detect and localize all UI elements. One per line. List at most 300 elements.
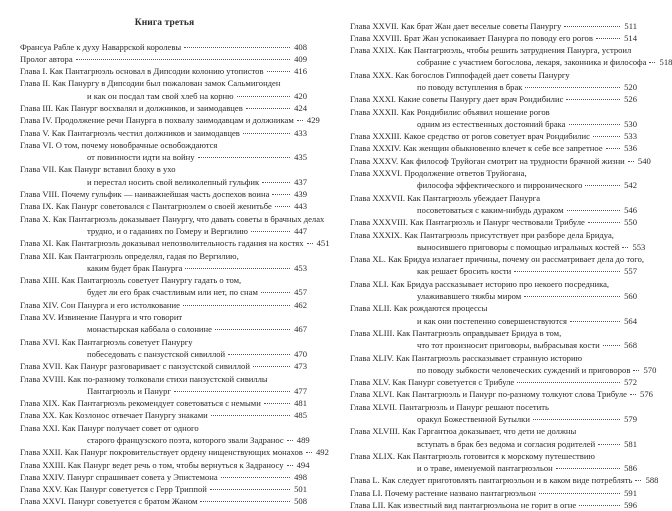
toc-entry-title (350, 388, 637, 400)
page-number: 429 (306, 114, 320, 126)
toc-entry-text: одним из естественных достояний брака (350, 118, 566, 130)
dot-leader (261, 292, 290, 293)
toc-entry-text: и перестал носить свой великолепный гульфик (20, 176, 259, 188)
dot-leader (525, 87, 620, 88)
toc-entry-title (20, 163, 307, 175)
toc-entry (20, 102, 307, 114)
toc-entry-title (350, 69, 637, 81)
toc-entry (20, 336, 307, 361)
toc-entry (20, 237, 307, 249)
toc-entry-text: Глава XLVI. Как Пантагрюэль и Панург по-разному толкуют слова Трибуле (350, 388, 627, 400)
toc-entry-title (350, 474, 637, 486)
toc-entry (20, 274, 307, 299)
page-number: 550 (623, 216, 637, 228)
page-number: 508 (293, 495, 307, 507)
toc-entry-title (350, 327, 637, 339)
page-number: 560 (623, 290, 637, 302)
toc-entry-text: Глава XXI. Как Панург получает совет от одного (20, 422, 199, 434)
toc-entry-text: старого французского поэта, которого звали Задранос (20, 434, 284, 446)
toc-entry-title (20, 53, 307, 65)
toc-entry-continuation (20, 348, 307, 360)
toc-entry-text: Глава XI. Как Пантагрюэль доказывал непозволительность гадания на костях (20, 237, 304, 249)
toc-entry-continuation (350, 241, 637, 253)
toc-entry-title (350, 450, 637, 462)
toc-entry (350, 401, 637, 426)
toc-entry-text: Пролог автора (20, 53, 73, 65)
toc-entry (350, 106, 637, 131)
dot-leader (174, 391, 290, 392)
toc-entry-title (350, 376, 637, 388)
dot-leader (306, 452, 312, 453)
toc-entry-text: Глава IX. Как Панург советовался с Пантагрюэлем о своей женитьбе (20, 200, 272, 212)
dot-leader (517, 382, 620, 383)
page-number: 501 (293, 483, 307, 495)
toc-entry (20, 446, 307, 458)
toc-entry-title (20, 397, 307, 409)
page-number: 424 (293, 102, 307, 114)
dot-leader (275, 206, 290, 207)
page-number: 409 (293, 53, 307, 65)
toc-entry-title (20, 299, 307, 311)
dot-leader (524, 296, 620, 297)
toc-entry (350, 499, 637, 511)
toc-entry-text: каким будет брак Панурга (20, 262, 182, 274)
toc-entry-text: выносившего приговоры с помощью игральных костей (350, 241, 619, 253)
page-number: 511 (623, 20, 637, 32)
toc-entry-continuation (20, 225, 307, 237)
toc-entry-text: Глава XXXIV. Как женщин обыкновенно влечет к себе все запретное (350, 142, 603, 154)
toc-entry-text: и о траве, именуемой пантагрюэльон (350, 462, 553, 474)
toc-entry-text: Глава XXIII. Как Панург ведет речь о том, чтобы вернуться к Задраносу (20, 459, 284, 471)
page-number: 518 (658, 56, 672, 68)
toc-entry-text: Глава XXXI. Какие советы Панургу дает врач Рондибилис (350, 93, 563, 105)
toc-entry-text: и как он посдал там свой хлеб на корню (20, 90, 234, 102)
toc-entry-continuation (20, 176, 307, 188)
toc-entry-title (350, 499, 637, 511)
toc-entry-text: Глава XXX. Как богослов Гиппофадей дает советы Панургу (350, 69, 570, 81)
toc-entry-continuation (350, 118, 637, 130)
dot-leader (287, 440, 293, 441)
page-number: 570 (642, 364, 656, 376)
toc-entry-text: от повинности идти на войну (20, 151, 195, 163)
toc-entry-title (20, 250, 307, 262)
toc-entry-text: Глава XXXVIII. Как Пантагрюэль и Панург чествовали Трибуле (350, 216, 585, 228)
page-number: 462 (293, 299, 307, 311)
toc-entry-title (350, 253, 637, 265)
table-of-contents-right (350, 20, 637, 511)
toc-entry-title (350, 425, 637, 437)
toc-entry-text: Глава XXV. Как Панург советуется с Герр Триппой (20, 483, 207, 495)
toc-entry-text: монастырская каббала о солонине (20, 323, 212, 335)
toc-entry-continuation (350, 364, 637, 376)
toc-entry-text: Глава XXXV. Как философ Труйоган смотрит на трудности брачной жизни (350, 155, 625, 167)
page-number: 526 (623, 93, 637, 105)
toc-entry (20, 41, 307, 53)
toc-entry-text: Глава XXVI. Панург советуется с братом Жаном (20, 495, 197, 507)
dot-leader (183, 305, 290, 306)
toc-entry (350, 155, 637, 167)
toc-entry-text: что тот произносит приговоры, выбрасывая кости (350, 339, 600, 351)
page-number: 437 (293, 176, 307, 188)
book-title: Книга третья (0, 18, 329, 28)
toc-entry-title (350, 155, 637, 167)
page-number: 435 (293, 151, 307, 163)
toc-entry-continuation (350, 339, 637, 351)
toc-entry-text: как решает бросить кости (350, 265, 511, 277)
toc-entry (20, 200, 307, 212)
toc-entry-text: Глава XLII. Как рождаются процессы (350, 302, 487, 314)
page-number: 443 (293, 200, 307, 212)
page-number: 530 (623, 118, 637, 130)
toc-entry-text: побеседовать с панзустской сивиллой (20, 348, 225, 360)
toc-entry-continuation (20, 323, 307, 335)
page-number: 576 (639, 388, 653, 400)
dot-leader (210, 489, 290, 490)
toc-entry-title (350, 44, 637, 56)
page-number: 473 (293, 360, 307, 372)
toc-entry-continuation (20, 385, 307, 397)
dot-leader (598, 444, 620, 445)
toc-entry (350, 450, 637, 475)
toc-entry (350, 32, 637, 44)
toc-entry-text: Глава XIV. Сон Панурга и его истолкование (20, 299, 180, 311)
dot-leader (262, 182, 290, 183)
toc-entry-title (20, 471, 307, 483)
dot-leader (569, 124, 621, 125)
toc-entry-title (350, 487, 637, 499)
dot-leader (593, 136, 620, 137)
page-number: 533 (623, 130, 637, 142)
toc-entry-text: Глава VIII. Почему гульфик — наиважнейшая часть доспехов воина (20, 188, 269, 200)
toc-entry (20, 213, 307, 238)
page-number: 546 (623, 204, 637, 216)
toc-entry-continuation (350, 265, 637, 277)
dot-leader (556, 468, 620, 469)
toc-entry (20, 114, 307, 126)
toc-entry-title (350, 93, 637, 105)
dot-leader (267, 71, 290, 72)
dot-leader (307, 243, 313, 244)
toc-entry (20, 471, 307, 483)
toc-entry-title (20, 311, 307, 323)
toc-entry (350, 327, 637, 352)
page-number: 416 (293, 65, 307, 77)
toc-entry (20, 360, 307, 372)
page-number: 470 (293, 348, 307, 360)
dot-leader (251, 231, 290, 232)
toc-entry-title (20, 446, 307, 458)
dot-leader (588, 222, 620, 223)
page-number: 581 (623, 438, 637, 450)
dot-leader (200, 501, 290, 502)
toc-entry (20, 299, 307, 311)
toc-entry-text: Глава XXXVI. Продолжение ответов Труйогана, (350, 167, 527, 179)
page-number: 492 (315, 446, 329, 458)
toc-entry-continuation (350, 315, 637, 327)
toc-entry-text: Франсуа Рабле к духу Наваррской королевы (20, 41, 181, 53)
toc-entry-text: Глава VII. Как Панург вставил блоху в ухо (20, 163, 176, 175)
toc-entry-title (350, 229, 637, 241)
page-number: 514 (623, 32, 637, 44)
toc-entry (20, 422, 307, 447)
toc-entry-text: трудно, и о гаданиях по Гомеру и Вергилию (20, 225, 248, 237)
toc-entry (350, 142, 637, 154)
toc-entry-title (350, 192, 637, 204)
toc-entry (20, 483, 307, 495)
toc-entry-title (20, 41, 307, 53)
toc-entry-text: Глава XXII. Как Панург покровительствует ордену нищенствующих монахов (20, 446, 303, 458)
toc-entry-text: по поводу вступления в брак (350, 81, 522, 93)
toc-entry (20, 409, 307, 421)
toc-entry-text: Глава XVII. Как Панург разговаривает с панзустской сивиллой (20, 360, 250, 372)
toc-entry-text: Глава XXIV. Панург спрашивает совета у Эпистемона (20, 471, 218, 483)
toc-entry-text: Глава XXXVII. Как Пантагрюэль убеждает Панурга (350, 192, 540, 204)
toc-entry-title (20, 114, 307, 126)
toc-entry-title (20, 65, 307, 77)
toc-entry-text: вступать в брак без ведома и согласия родителей (350, 438, 595, 450)
toc-entry-title (20, 200, 307, 212)
page-number: 586 (623, 462, 637, 474)
toc-entry-title (350, 167, 637, 179)
toc-entry (20, 77, 307, 102)
toc-entry (20, 373, 307, 398)
dot-leader (272, 194, 290, 195)
dot-leader (297, 120, 303, 121)
page-number: 542 (623, 179, 637, 191)
toc-entry (20, 163, 307, 188)
toc-entry (350, 167, 637, 192)
toc-entry (350, 229, 637, 254)
toc-entry-text: философа эффектического и пирронического (350, 179, 582, 191)
page-number: 498 (293, 471, 307, 483)
dot-leader (198, 157, 291, 158)
dot-leader (243, 133, 290, 134)
toc-entry-text: Глава XL. Как Бридуа излагает причины, почему он рассматривает дела до того, (350, 253, 644, 265)
dot-leader (287, 465, 293, 466)
dot-leader (514, 271, 620, 272)
toc-entry (350, 69, 637, 94)
toc-entry-title (350, 130, 637, 142)
toc-entry-title (20, 139, 307, 151)
dot-leader (622, 247, 628, 248)
toc-entry (350, 253, 637, 278)
toc-entry-text: Глава XLI. Как Бридуа рассказывает историю про некоего посредника, (350, 278, 609, 290)
toc-entry-continuation (350, 56, 637, 68)
dot-leader (184, 47, 290, 48)
dot-leader (76, 59, 290, 60)
page-number: 588 (644, 474, 658, 486)
toc-entry (350, 93, 637, 105)
toc-entry-text: посоветоваться с каким-нибудь дураком (350, 204, 564, 216)
toc-entry-text: Глава XLIX. Как Пантагрюэль готовится к морскому путешествию (350, 450, 595, 462)
toc-entry-text: Глава XVI. Как Пантагрюэль советует Панургу (20, 336, 193, 348)
toc-entry-continuation (350, 81, 637, 93)
toc-entry (20, 65, 307, 77)
toc-entry-text: Глава XXXIII. Какое средство от рогов советует врач Рондибилис (350, 130, 590, 142)
toc-entry-text: Глава XIX. Как Пантагрюэль рекомендует советоваться с немыми (20, 397, 261, 409)
page-number: 568 (623, 339, 637, 351)
toc-entry (20, 250, 307, 275)
page-number: 591 (623, 487, 637, 499)
toc-entry-continuation (350, 204, 637, 216)
toc-entry (350, 278, 637, 303)
toc-entry-title (20, 127, 307, 139)
dot-leader (566, 99, 620, 100)
page-number: 494 (296, 459, 310, 471)
page-number: 481 (293, 397, 307, 409)
toc-entry (350, 130, 637, 142)
dot-leader (630, 394, 636, 395)
dot-leader (596, 38, 620, 39)
toc-entry-text: Глава LII. Как известный вид пантагрюэльона не горит в огне (350, 499, 576, 511)
toc-entry-continuation (350, 462, 637, 474)
toc-entry-title (20, 373, 307, 385)
toc-entry-text: Глава XLIV. Как Пантагрюэль рассказывает странную историю (350, 352, 582, 364)
toc-entry (350, 44, 637, 69)
toc-entry-title (20, 336, 307, 348)
toc-entry-title (20, 360, 307, 372)
toc-entry-text: Глава IV. Продолжение речи Панурга в похвалу заимодавцам и должникам (20, 114, 294, 126)
toc-entry-text: оракул Божественной Бутылки (350, 413, 530, 425)
toc-entry (20, 127, 307, 139)
toc-entry-text: собрание с участием богослова, лекаря, законника и философа (350, 56, 646, 68)
toc-entry-text: по поводу зыбкости человеческих суждений и приговоров (350, 364, 630, 376)
toc-entry-text: Глава XXXIX. Как Пантагрюэль присутствует при разборе дела Бридуа, (350, 229, 614, 241)
toc-entry-text: Глава XXIX. Как Пантагрюэль, чтобы решить затруднения Панурга, устроил (350, 44, 631, 56)
toc-entry (350, 352, 637, 377)
toc-entry-text: Глава XXVII. Как брат Жан дает веселые советы Панургу (350, 20, 561, 32)
page-number: 433 (293, 127, 307, 139)
dot-leader (211, 415, 290, 416)
dot-leader (628, 161, 634, 162)
page-number: 451 (316, 237, 330, 249)
toc-entry-title (350, 32, 637, 44)
toc-entry-title (20, 459, 307, 471)
dot-leader (221, 477, 290, 478)
toc-entry-text: Глава XIII. Как Пантагрюэль советует Панургу гадать о том, (20, 274, 241, 286)
toc-entry-text: Глава II. Как Панургу в Дипсодии был пожалован замок Сальмигонден (20, 77, 280, 89)
toc-entry (350, 376, 637, 388)
toc-entry-text: Глава LI. Почему растение названо пантагрюэльон (350, 487, 536, 499)
dot-leader (237, 96, 290, 97)
dot-leader (603, 345, 620, 346)
toc-entry-text: Глава VI. О том, почему новобрачные освобождаются (20, 139, 217, 151)
toc-entry-title (20, 409, 307, 421)
toc-entry-title (350, 352, 637, 364)
toc-entry-title (350, 20, 637, 32)
toc-entry-title (20, 422, 307, 434)
toc-entry-text: Глава XII. Как Пантагрюэль определял, гадая по Вергилию, (20, 250, 239, 262)
dot-leader (533, 419, 620, 420)
toc-entry-text: Глава XLVIII. Как Гаргантюа доказывает, что дети не должны (350, 425, 576, 437)
toc-entry-title (20, 274, 307, 286)
toc-entry-text: Глава XV. Извинение Панурга и что говорит (20, 311, 182, 323)
toc-entry-continuation (20, 151, 307, 163)
dot-leader (185, 268, 290, 269)
page-number: 485 (293, 409, 307, 421)
toc-entry-continuation (350, 179, 637, 191)
toc-entry-text: и как они постепенно совершенствуются (350, 315, 567, 327)
toc-entry (350, 20, 637, 32)
toc-entry-continuation (20, 262, 307, 274)
page-number: 439 (293, 188, 307, 200)
dot-leader (579, 505, 620, 506)
toc-entry-text: Глава III. Как Панург восхвалял и должников, и заимодавцев (20, 102, 243, 114)
page-number: 489 (296, 434, 310, 446)
dot-leader (253, 366, 290, 367)
toc-entry-text: Глава XXVIII. Брат Жан успокаивает Панурга по поводу его рогов (350, 32, 593, 44)
dot-leader (564, 26, 620, 27)
page-number: 467 (293, 323, 307, 335)
toc-entry-title (20, 77, 307, 89)
dot-leader (606, 148, 620, 149)
page-number: 420 (293, 90, 307, 102)
toc-entry (350, 216, 637, 228)
dot-leader (567, 210, 620, 211)
dot-leader (649, 62, 655, 63)
right-page (330, 0, 659, 479)
toc-entry-continuation (350, 413, 637, 425)
toc-entry-text: Глава XX. Как Козлонос отвечает Панургу знаками (20, 409, 208, 421)
page-number: 520 (623, 81, 637, 93)
toc-entry-text: Глава L. Как следует приготовлять пантагрюэльон и в каком виде потреблять (350, 474, 632, 486)
toc-entry-title (20, 213, 307, 225)
dot-leader (635, 480, 641, 481)
page-number: 536 (623, 142, 637, 154)
dot-leader (570, 321, 620, 322)
toc-entry-continuation (350, 290, 637, 302)
page-number: 457 (293, 286, 307, 298)
toc-entry-text: будет ли его брак счастливым или нет, по снам (20, 286, 258, 298)
toc-entry (20, 459, 307, 471)
page-number: 553 (631, 241, 645, 253)
toc-entry-title (350, 401, 637, 413)
page-number: 596 (623, 499, 637, 511)
toc-entry-title (350, 302, 637, 314)
toc-entry-text: Глава V. Как Пантагрюэль честил должников и заимодавцев (20, 127, 240, 139)
toc-entry (350, 487, 637, 499)
toc-entry-text: Глава I. Как Пантагрюэль основал в Дипсодии колонию утопистов (20, 65, 264, 77)
dot-leader (633, 370, 639, 371)
page-number: 564 (623, 315, 637, 327)
dot-leader (228, 354, 290, 355)
dot-leader (585, 185, 620, 186)
page-number: 557 (623, 265, 637, 277)
toc-entry (350, 302, 637, 327)
toc-entry-continuation (20, 90, 307, 102)
toc-entry-text: Глава XLVII. Пантагрюэль и Панург решают посетить (350, 401, 549, 413)
page-number: 579 (623, 413, 637, 425)
toc-entry-text: Глава XLV. Как Панург советуется с Трибуле (350, 376, 514, 388)
dot-leader (264, 403, 290, 404)
left-page (0, 0, 329, 479)
toc-entry (350, 425, 637, 450)
toc-entry (20, 139, 307, 164)
toc-entry-continuation (20, 286, 307, 298)
toc-entry-text: Глава XXXII. Как Рондибилис объявил ношение рогов (350, 106, 550, 118)
toc-entry-text: Глава XLIII. Как Пантагрюэль оправдывает Бридуа в том, (350, 327, 561, 339)
toc-entry-text: Пантагрюэль и Панург (20, 385, 171, 397)
dot-leader (215, 329, 290, 330)
page-number: 477 (293, 385, 307, 397)
toc-entry-title (350, 278, 637, 290)
toc-entry-title (20, 495, 307, 507)
table-of-contents-left (20, 41, 307, 508)
toc-entry-title (20, 188, 307, 200)
toc-entry (350, 474, 637, 486)
toc-entry (20, 188, 307, 200)
dot-leader (539, 493, 620, 494)
